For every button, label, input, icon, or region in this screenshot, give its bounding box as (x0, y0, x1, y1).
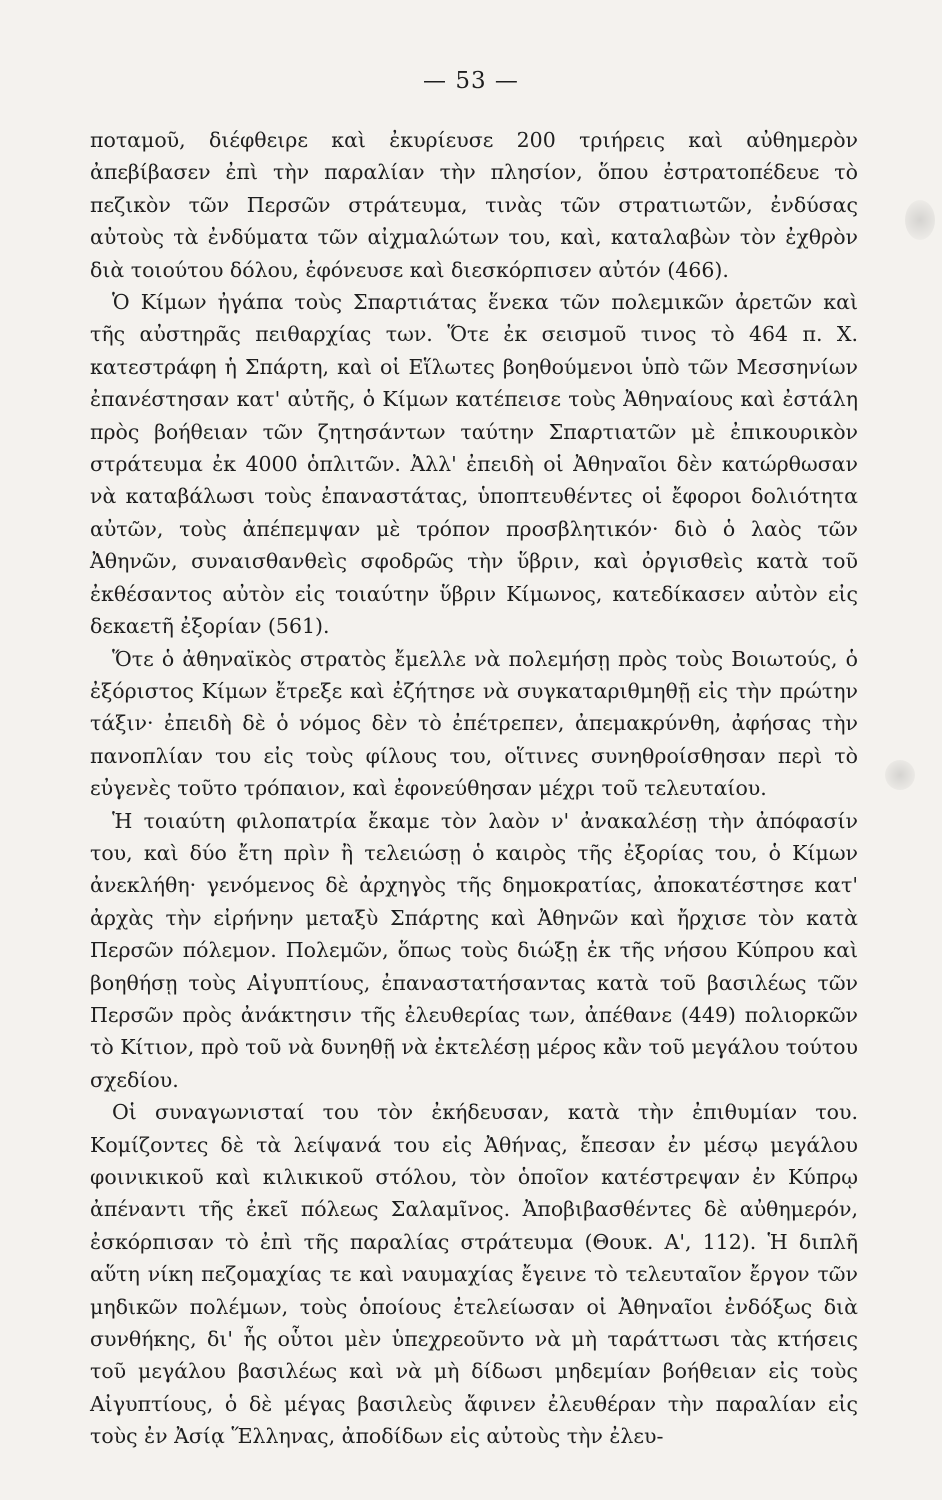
margin-smudge (885, 760, 915, 790)
paragraph-3: Ὅτε ὁ ἀθηναϊκὸς στρατὸς ἔμελλε νὰ πολεμήσῃ πρὸς τοὺς Βοιωτούς, ὁ ἐξόριστος Κίμων ἔτρεξε καὶ ἐζήτησε νὰ συγκαταριθμηθῇ εἰς τὴν πρώτην τάξιν· ἐπειδὴ δὲ ὁ νόμος δὲν τὸ ἐπέτρεπεν, ἀπεμακρύνθη, ἀφήσας τὴν πανοπλίαν του εἰς τοὺς φίλους του, οἵτινες συνηθροίσθησαν περὶ τὸ εὐγενὲς τοῦτο τρόπαιον, καὶ ἐφονεύθησαν μέχρι τοῦ τελευταίου. (90, 646, 858, 801)
margin-smudge (905, 200, 935, 240)
paragraph-5: Οἱ συναγωνισταί του τὸν ἐκήδευσαν, κατὰ τὴν ἐπιθυμίαν του. Κομίζοντες δὲ τὰ λείψανά του εἰς Ἀθήνας, ἔπεσαν ἐν μέσῳ μεγάλου φοινικικοῦ καὶ κιλικικοῦ στόλου, τὸν ὁποῖον κατέστρεψαν ἐν Κύπρῳ ἀπέναντι τῆς ἐκεῖ πόλεως Σαλαμῖνος. Ἀποβιβασθέντες δὲ αὐθημερόν, ἐσκόρπισαν τὸ ἐπὶ τῆς παραλίας στράτευμα (Θουκ. Α', 112). Ἡ διπλῆ αὕτη νίκη πεζομαχίας τε καὶ ναυμαχίας ἔγεινε τὸ τελευταῖον ἔργον τῶν μηδικῶν πολέμων, τοὺς ὁποίους ἐτελείωσαν οἱ Ἀθηναῖοι ἐνδόξως διὰ συνθήκης, δι' ἧς οὗτοι μὲν ὑπεχρεοῦντο νὰ μὴ ταράττωσι τὰς κτήσεις τοῦ μεγάλου βασιλέως καὶ νὰ μὴ δίδωσι μηδεμίαν βοήθειαν εἰς τοὺς Αἰγυπτίους, ὁ δὲ μέγας βασιλεὺς ἄφινεν ἐλευθέραν τὴν παραλίαν εἰς τοὺς ἐν Ἀσίᾳ Ἕλληνας, ἀποδίδων εἰς αὐτοὺς τὴν ἐλευ- (90, 1100, 858, 1449)
text-column (90, 124, 858, 1453)
paragraph-2: Ὁ Κίμων ἠγάπα τοὺς Σπαρτιάτας ἕνεκα τῶν πολεμικῶν ἀρετῶν καὶ τῆς αὐστηρᾶς πειθαρχίας των. Ὅτε ἐκ σεισμοῦ τινος τὸ 464 π. Χ. κατεστράφη ἡ Σπάρτη, καὶ οἱ Εἵλωτες βοηθούμενοι ὑπὸ τῶν Μεσσηνίων ἐπανέστησαν κατ' αὐτῆς, ὁ Κίμων κατέπεισε τοὺς Ἀθηναίους καὶ ἐστάλη πρὸς βοήθειαν τῶν ζητησάντων ταύτην Σπαρτιατῶν μὲ ἐπικουρικὸν στράτευμα ἐκ 4000 ὁπλιτῶν. Ἀλλ' ἐπειδὴ οἱ Ἀθηναῖοι δὲν κατώρθωσαν νὰ καταβάλωσι τοὺς ἐπαναστάτας, ὑποπτευθέντες οἱ ἔφοροι δολιότητα αὐτῶν, τοὺς ἀπέπεμψαν μὲ τρόπον προσβλητικόν· διὸ ὁ λαὸς τῶν Ἀθηνῶν, συναισθανθεὶς σφοδρῶς τὴν ὕβριν, καὶ ὀργισθεὶς κατὰ τοῦ ἐκθέσαντος αὐτὸν εἰς τοιαύτην ὕβριν Κίμωνος, κατεδίκασεν αὐτὸν εἰς δεκαετῆ ἐξορίαν (561). (90, 290, 858, 639)
paragraph-1: ποταμοῦ, διέφθειρε καὶ ἐκυρίευσε 200 τριήρεις καὶ αὐθημερὸν ἀπεβίβασεν ἐπὶ τὴν παραλίαν τὴν πλησίον, ὅπου ἐστρατοπέδευε τὸ πεζικὸν τῶν Περσῶν στράτευμα, τινὰς τῶν στρατιωτῶν, ἐνδύσας αὐτοὺς τὰ ἐνδύματα τῶν αἰχμαλώτων του, καὶ, καταλαβὼν τὸν ἐχθρὸν διὰ τοιούτου δόλου, ἐφόνευσε καὶ διεσκόρπισεν αὐτόν (466). (90, 128, 858, 282)
paragraph-4: Ἡ τοιαύτη φιλοπατρία ἔκαμε τὸν λαὸν ν' ἀνακαλέσῃ τὴν ἀπόφασίν του, καὶ δύο ἔτη πρὶν ἢ τελειώσῃ ὁ καιρὸς τῆς ἐξορίας του, ὁ Κίμων ἀνεκλήθη· γενόμενος δὲ ἀρχηγὸς τῆς δημοκρατίας, ἀποκατέστησε κατ' ἀρχὰς τὴν εἰρήνην μεταξὺ Σπάρτης καὶ Ἀθηνῶν καὶ ἤρχισε τὸν κατὰ Περσῶν πόλεμον. Πολεμῶν, ὅπως τοὺς διώξῃ ἐκ τῆς νήσου Κύπρου καὶ βοηθήσῃ τοὺς Αἰγυπτίους, ἐπαναστατήσαντας κατὰ τοῦ βασιλέως τῶν Περσῶν πρὸς ἀνάκτησιν τῆς ἐλευθερίας των, ἀπέθανε (449) πολιορκῶν τὸ Κίτιον, πρὸ τοῦ νὰ δυνηθῇ νὰ ἐκτελέσῃ μέρος κἂν τοῦ μεγάλου τούτου σχεδίου. (90, 808, 858, 1092)
page-number: — 53 — (423, 68, 519, 94)
